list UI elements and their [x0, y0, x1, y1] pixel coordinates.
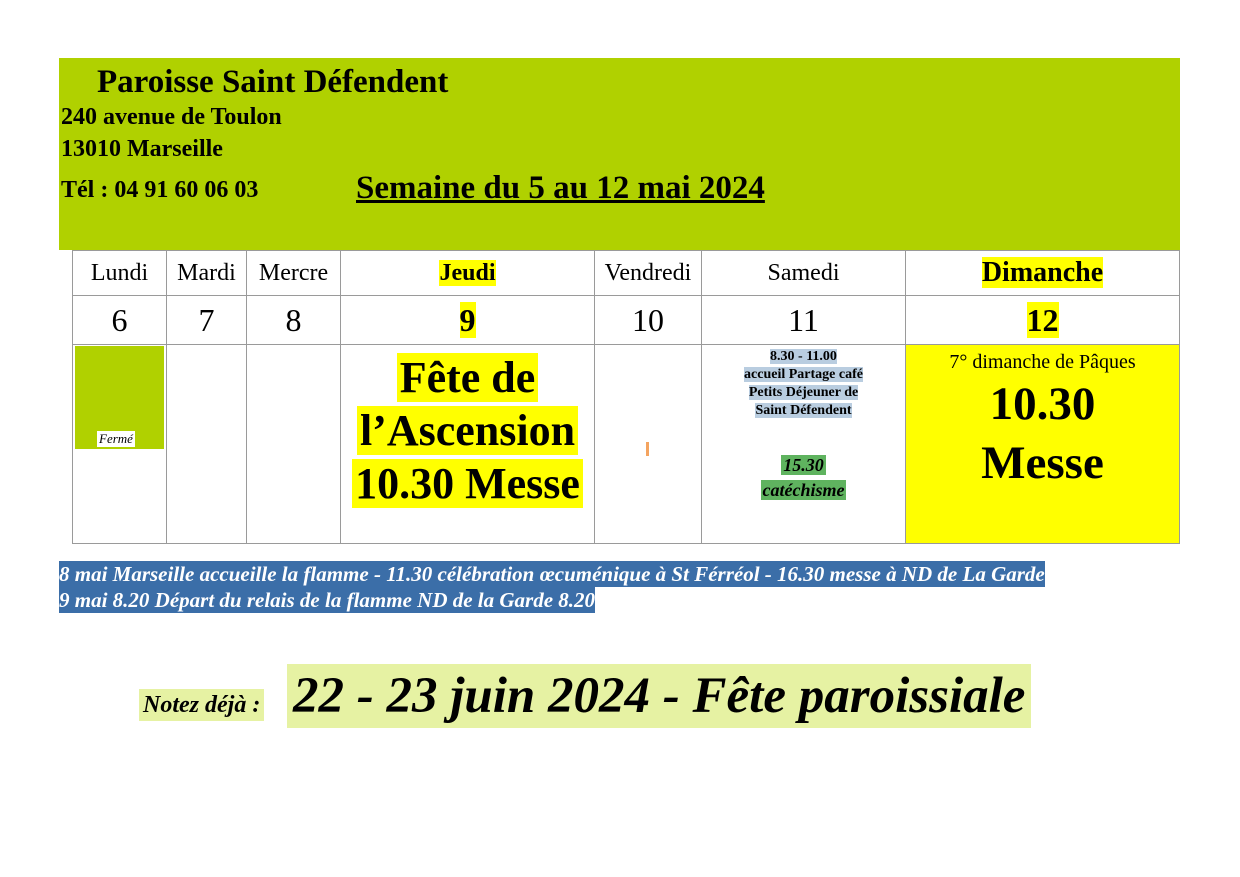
- day-header-monday: Lundi: [73, 251, 167, 296]
- weekly-calendar: [72, 250, 1180, 544]
- tuesday-cell: [167, 345, 247, 544]
- friday-cell: [595, 345, 702, 544]
- catechism-event: [702, 453, 905, 503]
- day-number-tuesday: 7: [167, 296, 247, 345]
- announcement-line-1: 8 mai Marseille accueille la flamme - 11.30 célébration œcuménique à St Férréol - 16.30 messe à ND de La Garde: [59, 562, 1045, 586]
- day-header-saturday: Samedi: [702, 251, 906, 296]
- day-number-saturday: 11: [702, 296, 906, 345]
- parish-header: [59, 58, 1180, 250]
- day-header-sunday: Dimanche: [906, 251, 1180, 296]
- catechism-time: 15.30: [783, 455, 824, 475]
- day-number-friday: 10: [595, 296, 702, 345]
- announcement-line-2: 9 mai 8.20 Départ du relais de la flamme ND de la Garde 8.20: [59, 588, 596, 612]
- day-number-monday: 6: [73, 296, 167, 345]
- sunday-mass: [906, 375, 1179, 493]
- saturday-line-2: accueil Partage café: [744, 367, 863, 382]
- day-number-thursday: 9: [341, 296, 595, 345]
- parish-name: Paroisse Saint Défendent: [97, 64, 449, 100]
- ascension-line-3: 10.30 Messe: [352, 459, 583, 508]
- day-header-friday: Vendredi: [595, 251, 702, 296]
- sunday-cell: [906, 345, 1180, 544]
- saturday-line-3: Petits Déjeuner de: [748, 385, 859, 400]
- sunday-mass-time: 10.30: [989, 378, 1096, 430]
- announcements: [59, 561, 1045, 613]
- ascension-event: [341, 351, 594, 510]
- monday-cell: [73, 345, 167, 544]
- day-number-sunday: 12: [906, 296, 1180, 345]
- sunday-mass-label: Messe: [981, 437, 1104, 489]
- address-line-2: 13010 Marseille: [61, 136, 223, 162]
- phone-number: Tél : 04 91 60 06 03: [61, 177, 259, 203]
- footer-event: 22 - 23 juin 2024 - Fête paroissiale: [287, 664, 1031, 728]
- day-number-wednesday: 8: [247, 296, 341, 345]
- ascension-line-2: l’Ascension: [357, 406, 578, 455]
- saturday-line-4: Saint Défendent: [755, 403, 852, 418]
- saturday-breakfast-event: [702, 348, 905, 420]
- address-line-1: 240 avenue de Toulon: [61, 104, 282, 130]
- closed-label: Fermé: [99, 431, 133, 446]
- ascension-line-1: Fête de: [397, 353, 539, 402]
- footer-prefix: Notez déjà :: [139, 689, 264, 721]
- wednesday-cell: [247, 345, 341, 544]
- saturday-cell: [702, 345, 906, 544]
- saturday-line-1: 8.30 - 11.00: [770, 349, 837, 364]
- day-header-thursday: Jeudi: [341, 251, 595, 296]
- sunday-subtitle: 7° dimanche de Pâques: [949, 351, 1136, 373]
- text-cursor-mark: [646, 442, 649, 456]
- day-header-wednesday: Mercre: [247, 251, 341, 296]
- week-title: Semaine du 5 au 12 mai 2024: [356, 170, 765, 206]
- thursday-cell: [341, 345, 595, 544]
- catechism-label: catéchisme: [762, 480, 845, 500]
- day-header-tuesday: Mardi: [167, 251, 247, 296]
